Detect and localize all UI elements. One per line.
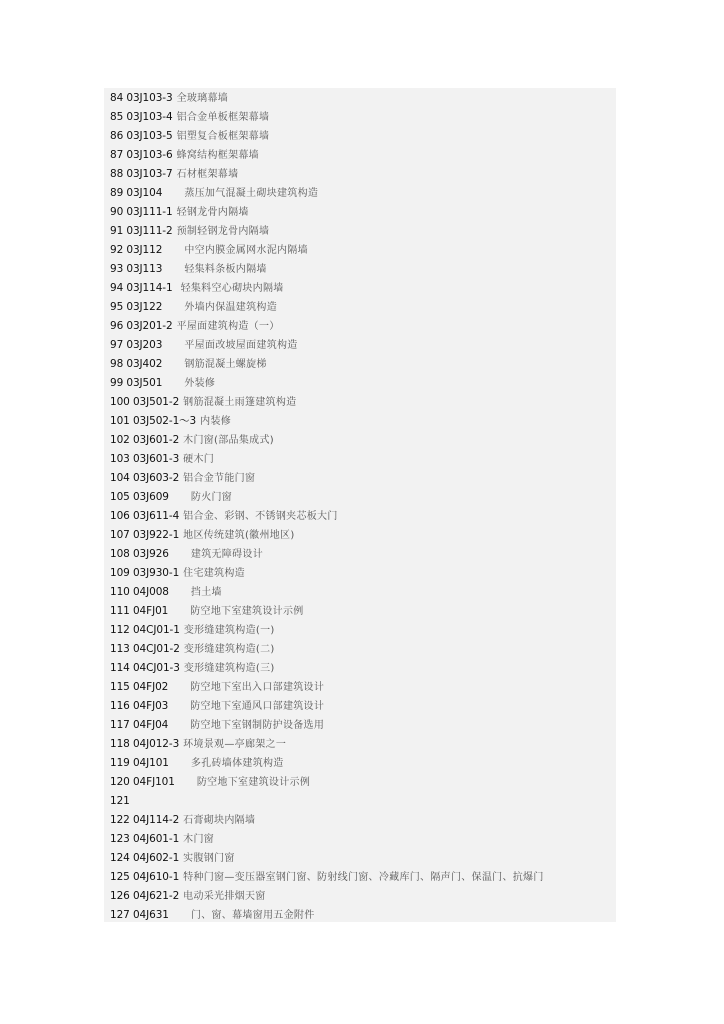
- atlas-code: 115 04FJ02: [110, 681, 169, 693]
- atlas-code: 109 03J930-1: [110, 567, 180, 579]
- atlas-title: 铝塑复合板框架幕墙: [176, 131, 270, 142]
- atlas-title: 石材框架幕墙: [176, 169, 239, 180]
- atlas-code: 112 04CJ01-1: [110, 624, 180, 636]
- atlas-code: 106 03J611-4: [110, 510, 180, 522]
- atlas-title: 轻集料空心砌块内隔墙: [180, 283, 284, 294]
- atlas-title: 木门窗: [183, 834, 215, 845]
- atlas-title: 变形缝建筑构造(三): [183, 663, 275, 674]
- atlas-code: 101 03J502-1～3: [110, 415, 197, 427]
- list-item: [110, 830, 610, 849]
- list-item: [110, 260, 610, 279]
- atlas-title: 铝合金单板框架幕墙: [176, 112, 270, 123]
- list-item: [110, 621, 610, 640]
- atlas-title: 外墙内保温建筑构造: [184, 302, 278, 313]
- atlas-title: 门、窗、幕墙窗用五金附件: [190, 910, 315, 921]
- atlas-code: 93 03J113: [110, 263, 163, 275]
- atlas-code: 122 04J114-2: [110, 814, 180, 826]
- list-item: [110, 469, 610, 488]
- list-item: [110, 412, 610, 431]
- list-item: [110, 697, 610, 716]
- list-item: [110, 887, 610, 906]
- atlas-code: 97 03J203: [110, 339, 163, 351]
- atlas-title: 防空地下室出入口部建筑设计: [190, 682, 325, 693]
- list-item: [110, 640, 610, 659]
- list-item: [110, 716, 610, 735]
- atlas-title: 防空地下室建筑设计示例: [190, 606, 304, 617]
- list-item: [110, 545, 610, 564]
- atlas-code: 113 04CJ01-2: [110, 643, 180, 655]
- atlas-title: 内装修: [200, 416, 232, 427]
- list-item: [110, 241, 610, 260]
- list-item: [110, 355, 610, 374]
- atlas-title: 蒸压加气混凝土砌块建筑构造: [184, 188, 319, 199]
- atlas-code: 123 04J601-1: [110, 833, 180, 845]
- atlas-title: 硬木门: [183, 454, 215, 465]
- atlas-code: 107 03J922-1: [110, 529, 180, 541]
- atlas-code: 96 03J201-2: [110, 320, 173, 332]
- atlas-title: 铝合金节能门窗: [183, 473, 256, 484]
- atlas-code: 117 04FJ04: [110, 719, 169, 731]
- atlas-title: 挡土墙: [190, 587, 222, 598]
- list-item: [110, 393, 610, 412]
- atlas-code: 121: [110, 795, 130, 807]
- atlas-title: 铝合金、彩钢、不锈钢夹芯板大门: [183, 511, 338, 522]
- list-item: [110, 127, 610, 146]
- atlas-code: 99 03J501: [110, 377, 163, 389]
- atlas-title: 环境景观—亭廊架之一: [183, 739, 287, 750]
- atlas-code: 84 03J103-3: [110, 92, 173, 104]
- list-item: [110, 279, 610, 298]
- atlas-title: 多孔砖墙体建筑构造: [190, 758, 284, 769]
- atlas-title: 平屋面改坡屋面建筑构造: [184, 340, 298, 351]
- atlas-code: 95 03J122: [110, 301, 163, 313]
- atlas-title: 蜂窝结构框架幕墙: [176, 150, 259, 161]
- atlas-title: 预制轻钢龙骨内隔墙: [176, 226, 270, 237]
- atlas-title: 防空地下室通风口部建筑设计: [190, 701, 325, 712]
- list-item: [110, 336, 610, 355]
- list-item: [110, 165, 610, 184]
- atlas-title: 外装修: [184, 378, 216, 389]
- atlas-title: 轻钢龙骨内隔墙: [176, 207, 249, 218]
- list-item: [110, 317, 610, 336]
- atlas-title: 变形缝建筑构造(一): [183, 625, 275, 636]
- atlas-title: 建筑无障碍设计: [190, 549, 263, 560]
- atlas-title: 钢筋混凝土螺旋梯: [184, 359, 267, 370]
- atlas-code: 100 03J501-2: [110, 396, 180, 408]
- atlas-title: 平屋面建筑构造（一）: [176, 321, 280, 332]
- atlas-title: 中空内膜金属网水泥内隔墙: [184, 245, 308, 256]
- atlas-title: 防火门窗: [190, 492, 233, 503]
- list-item: [110, 507, 610, 526]
- list-item: [110, 678, 610, 697]
- atlas-code: 102 03J601-2: [110, 434, 180, 446]
- atlas-code: 125 04J610-1: [110, 871, 180, 883]
- atlas-code: 98 03J402: [110, 358, 163, 370]
- atlas-code: 104 03J603-2: [110, 472, 180, 484]
- atlas-code: 91 03J111-2: [110, 225, 173, 237]
- list-item: [110, 146, 610, 165]
- atlas-code: 124 04J602-1: [110, 852, 180, 864]
- standard-atlas-list: [110, 89, 610, 925]
- list-item: [110, 184, 610, 203]
- atlas-title: 木门窗(部品集成式): [183, 435, 274, 446]
- atlas-code: 114 04CJ01-3: [110, 662, 180, 674]
- list-item: [110, 564, 610, 583]
- list-item: [110, 488, 610, 507]
- list-item: [110, 906, 610, 925]
- atlas-title: 实腹钢门窗: [183, 853, 235, 864]
- list-item: [110, 735, 610, 754]
- list-item: [110, 374, 610, 393]
- atlas-title: 全玻璃幕墙: [176, 93, 229, 104]
- atlas-code: 89 03J104: [110, 187, 163, 199]
- atlas-title: 防空地下室建筑设计示例: [196, 777, 311, 788]
- atlas-code: 105 03J609: [110, 491, 169, 503]
- list-item: [110, 754, 610, 773]
- list-item: [110, 222, 610, 241]
- list-item: [110, 602, 610, 621]
- atlas-code: 86 03J103-5: [110, 130, 173, 142]
- list-item: [110, 583, 610, 602]
- atlas-title: 石膏砌块内隔墙: [183, 815, 256, 826]
- list-item: [110, 108, 610, 127]
- atlas-title: 住宅建筑构造: [183, 568, 245, 579]
- atlas-code: 94 03J114-1: [110, 282, 173, 294]
- list-item: [110, 450, 610, 469]
- atlas-code: 110 04J008: [110, 586, 169, 598]
- atlas-title: 轻集料条板内隔墙: [184, 264, 267, 275]
- atlas-title: 地区传统建筑(徽州地区): [183, 530, 295, 541]
- atlas-title: 变形缝建筑构造(二): [183, 644, 275, 655]
- atlas-code: 116 04FJ03: [110, 700, 169, 712]
- atlas-title: 电动采光排烟天窗: [183, 891, 266, 902]
- atlas-code: 111 04FJ01: [110, 605, 169, 617]
- atlas-code: 92 03J112: [110, 244, 163, 256]
- atlas-code: 90 03J111-1: [110, 206, 173, 218]
- atlas-code: 119 04J101: [110, 757, 169, 769]
- atlas-code: 108 03J926: [110, 548, 169, 560]
- list-item: [110, 526, 610, 545]
- atlas-code: 85 03J103-4: [110, 111, 173, 123]
- atlas-code: 127 04J631: [110, 909, 169, 921]
- list-item: [110, 298, 610, 317]
- list-item: [110, 811, 610, 830]
- atlas-code: 103 03J601-3: [110, 453, 180, 465]
- atlas-title: 钢筋混凝土雨篷建筑构造: [183, 397, 297, 408]
- atlas-code: 126 04J621-2: [110, 890, 180, 902]
- list-item: [110, 431, 610, 450]
- list-item: [110, 849, 610, 868]
- atlas-title: 防空地下室钢制防护设备选用: [190, 720, 325, 731]
- atlas-code: 118 04J012-3: [110, 738, 180, 750]
- list-item: [110, 659, 610, 678]
- atlas-code: 88 03J103-7: [110, 168, 173, 180]
- atlas-title: 特种门窗—变压器室钢门窗、防射线门窗、冷藏库门、隔声门、保温门、抗爆门: [183, 872, 544, 883]
- list-item: [110, 792, 610, 811]
- list-item: [110, 868, 610, 887]
- list-item: [110, 773, 610, 792]
- list-item: [110, 89, 610, 108]
- atlas-code: 120 04FJ101: [110, 776, 175, 788]
- atlas-code: 87 03J103-6: [110, 149, 173, 161]
- list-item: [110, 203, 610, 222]
